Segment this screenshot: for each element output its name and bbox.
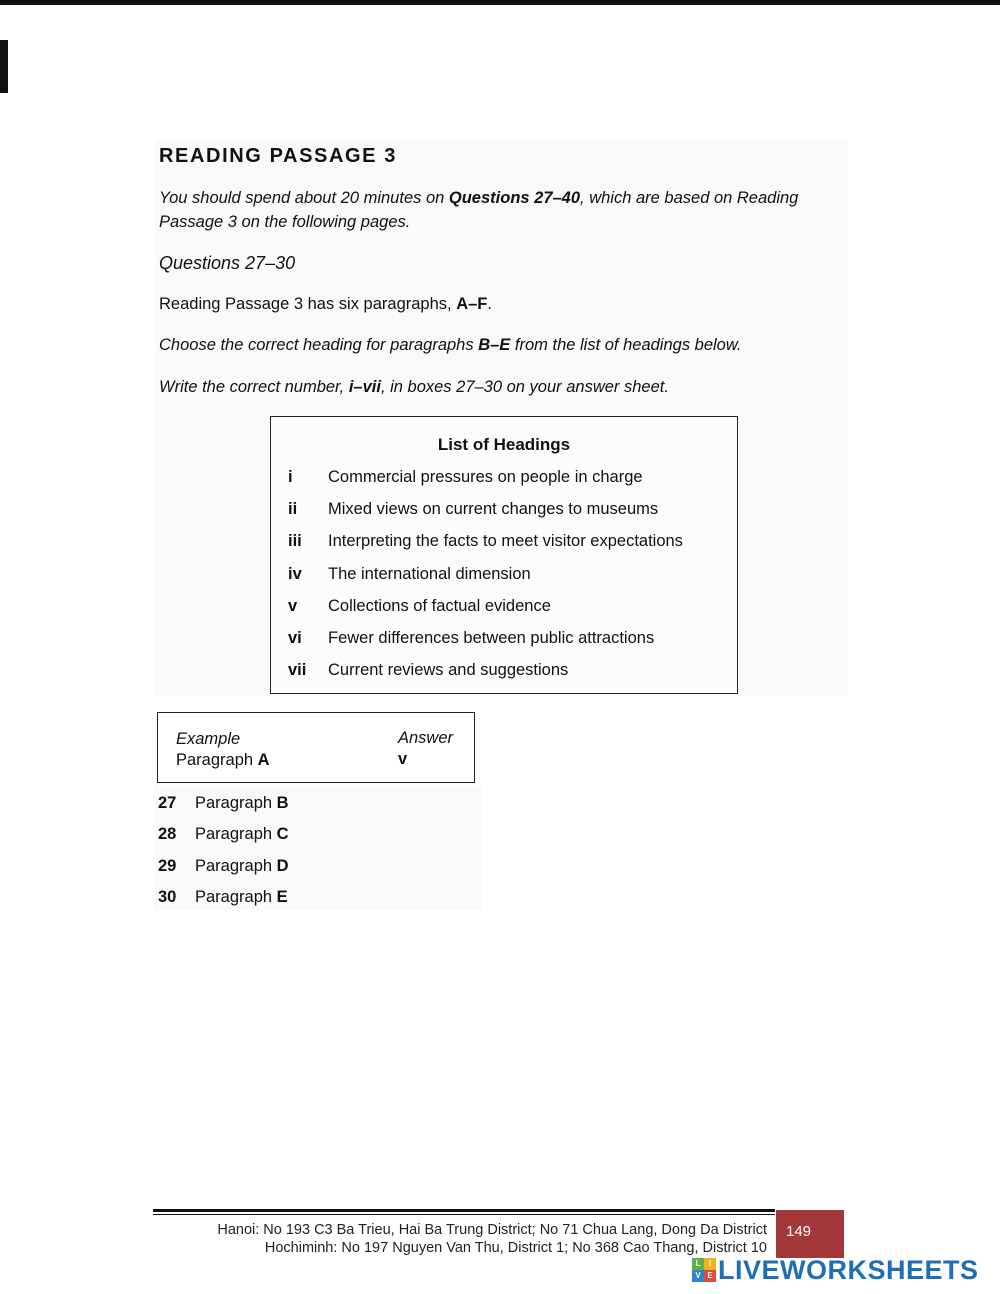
brand-name: LIVEWORKSHEETS	[718, 1254, 979, 1285]
heading-text: The international dimension	[328, 565, 531, 583]
instruction-text: .	[487, 295, 492, 313]
page-number-badge	[776, 1210, 844, 1258]
instruction-bold: A–F	[456, 295, 488, 313]
question-number: 27	[158, 794, 177, 812]
instruction-write	[159, 375, 669, 399]
heading-item	[288, 597, 551, 616]
example-paragraph	[176, 751, 270, 770]
logo-letter: L	[692, 1258, 704, 1270]
liveworksheets-brand	[692, 1255, 979, 1285]
heading-text: Current reviews and suggestions	[328, 661, 569, 679]
heading-item	[288, 500, 658, 519]
heading-number: v	[288, 597, 298, 615]
headings-list-title: List of Headings	[437, 435, 571, 454]
question-letter: B	[276, 794, 289, 812]
question-row	[158, 888, 288, 907]
question-prefix: Paragraph	[195, 888, 277, 906]
footer-address-hcm: Hochiminh: No 197 Nguyen Van Thu, District 1; No 368 Cao Thang, District 10	[264, 1240, 767, 1256]
instruction-time	[159, 186, 849, 234]
heading-item	[288, 565, 531, 584]
heading-text: Interpreting the facts to meet visitor expectations	[328, 532, 683, 550]
example-label: Example	[176, 730, 241, 748]
side-margin-mark	[0, 40, 8, 93]
question-number: 28	[158, 825, 177, 843]
heading-text: Fewer differences between public attractions	[328, 629, 655, 647]
example-box	[157, 712, 475, 783]
instruction-text: You should spend about 20 minutes on	[159, 189, 449, 207]
logo-letter: V	[692, 1270, 704, 1282]
question-prefix: Paragraph	[195, 825, 277, 843]
question-row	[158, 794, 289, 813]
heading-number: iv	[288, 565, 302, 583]
example-answer-label: Answer	[398, 729, 454, 747]
instruction-choose	[159, 333, 741, 357]
heading-number: i	[288, 468, 293, 486]
question-row	[158, 857, 289, 876]
instruction-text: from the list of headings below.	[510, 336, 742, 354]
headings-list-box	[270, 416, 738, 694]
heading-text: Commercial pressures on people in charge	[328, 468, 643, 486]
question-range: Questions 27–30	[159, 253, 296, 273]
heading-text: Collections of factual evidence	[328, 597, 551, 615]
heading-item	[288, 468, 643, 487]
top-border	[0, 0, 1000, 5]
page-number: 149	[786, 1223, 812, 1240]
example-paragraph-letter: A	[257, 751, 270, 769]
instruction-text: , which are based on Reading Passage 3 on the following pages.	[159, 189, 799, 231]
heading-item	[288, 661, 568, 680]
instruction-bold: B–E	[478, 336, 511, 354]
heading-text: Mixed views on current changes to museums	[328, 500, 659, 518]
instruction-paragraphs	[159, 292, 492, 316]
heading-number: iii	[288, 532, 302, 550]
instruction-text: , in boxes 27–30 on your answer sheet.	[380, 378, 669, 396]
instruction-text: Write the correct number,	[159, 378, 349, 396]
instruction-bold: i–vii	[348, 378, 381, 396]
question-letter: C	[276, 825, 289, 843]
question-row	[158, 825, 289, 844]
question-letter: D	[276, 857, 289, 875]
footer-rule	[153, 1209, 775, 1212]
passage-heading: READING PASSAGE 3	[159, 145, 397, 167]
question-prefix: Paragraph	[195, 857, 277, 875]
footer-rule-thin	[153, 1214, 775, 1215]
heading-number: vi	[288, 629, 302, 647]
heading-number: vii	[288, 661, 307, 679]
logo-letter: E	[704, 1270, 716, 1282]
footer-address-hanoi: Hanoi: No 193 C3 Ba Trieu, Hai Ba Trung District; No 71 Chua Lang, Dong Da District	[217, 1222, 767, 1238]
heading-number: ii	[288, 500, 298, 518]
heading-item	[288, 532, 683, 551]
instruction-text: Reading Passage 3 has six paragraphs,	[159, 295, 457, 313]
logo-letter: I	[704, 1258, 716, 1270]
heading-item	[288, 629, 654, 648]
example-paragraph-prefix: Paragraph	[176, 751, 258, 769]
liveworksheets-logo-icon	[692, 1258, 716, 1282]
question-number: 29	[158, 857, 177, 875]
instruction-text: Choose the correct heading for paragraphs	[159, 336, 479, 354]
question-prefix: Paragraph	[195, 794, 277, 812]
example-answer: v	[398, 750, 408, 768]
question-number: 30	[158, 888, 177, 906]
question-letter: E	[276, 888, 288, 906]
instruction-bold: Questions 27–40	[448, 189, 581, 207]
